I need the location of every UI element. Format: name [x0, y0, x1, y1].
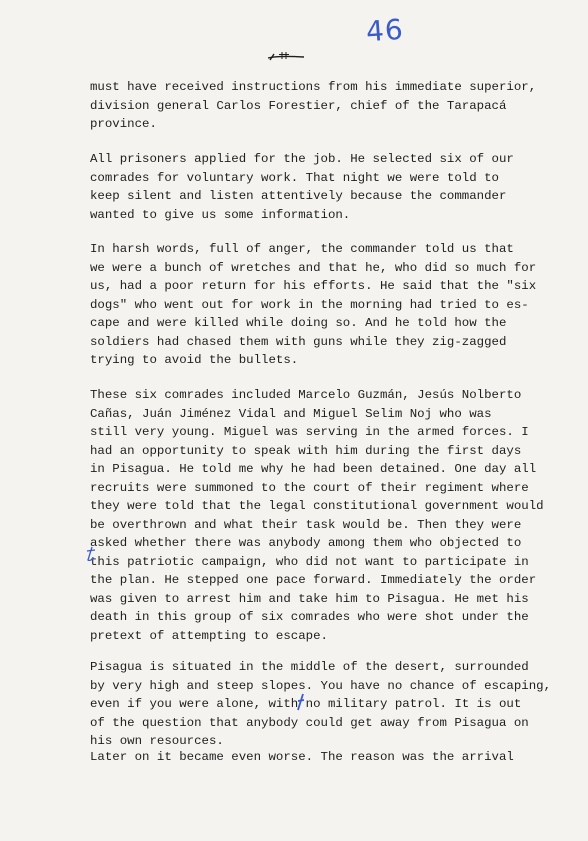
text-line: Cañas, Juán Jiménez Vidal and Miguel Selim Noj who was	[90, 406, 492, 421]
text-line: soldiers had chased them with guns while they zig-zagged	[90, 334, 507, 349]
pen-correction-icon	[86, 546, 96, 562]
text-line: by very high and steep slopes. You have no chance of escaping,	[90, 678, 552, 693]
text-line: of the question that anybody could get away from Pisagua on	[90, 715, 529, 730]
paragraph-1	[90, 78, 550, 134]
text-line: wanted to give us some information.	[90, 207, 351, 222]
text-line: comrades for voluntary work. That night we were told to	[90, 170, 499, 185]
text-line: cape and were killed while doing so. And he told how the	[90, 316, 507, 330]
text-line: In harsh words, full of anger, the commander told us that	[90, 242, 514, 256]
page-number: 46	[364, 12, 405, 49]
text-line: must have received instructions from his immediate superior,	[90, 80, 537, 94]
text-line: pretext of attempting to escape.	[90, 628, 328, 643]
text-line: this patriotic campaign, who did not want to participate in	[90, 554, 529, 569]
text-line: division general Carlos Forestier, chief of the Tarapacá	[90, 98, 507, 113]
text-line: the plan. He stepped one pace forward. Immediately the order	[90, 573, 537, 587]
text-line: we were a bunch of wretches and that he, who did so much for	[90, 260, 537, 275]
text-line: recruits were summoned to the court of their regiment where	[90, 480, 529, 495]
paragraph-3	[90, 240, 550, 370]
text-line: province.	[90, 117, 157, 131]
text-line: still very young. Miguel was serving in the armed forces. I	[90, 425, 529, 439]
paragraph-5	[90, 658, 550, 751]
text-line: in Pisagua. He told me why he had been detained. One day all	[90, 462, 537, 476]
text-line: Later on it became even worse. The reason was the arrival	[90, 750, 514, 764]
text-line: keep silent and listen attentively because the commander	[90, 189, 507, 203]
pen-strike-icon	[296, 693, 306, 711]
paragraph-4	[90, 386, 550, 645]
text-line: us, had a poor return for his efforts. He said that the "six	[90, 279, 537, 293]
text-line: asked whether there was anybody among them who objected to	[90, 536, 522, 550]
paragraph-6	[90, 748, 550, 767]
text-line: Pisagua is situated in the middle of the desert, surrounded	[90, 660, 529, 674]
text-line: be overthrown and what their task would be. Then they were	[90, 517, 522, 532]
text-line: death in this group of six comrades who were shot under the	[90, 610, 529, 624]
text-line: his own resources.	[90, 734, 224, 748]
text-line: These six comrades included Marcelo Guzmán, Jesús Nolberto	[90, 388, 522, 402]
handwritten-mark-icon	[266, 48, 306, 62]
text-line: dogs" who went out for work in the morning had tried to es-	[90, 297, 529, 312]
paragraph-2	[90, 150, 550, 224]
text-line: they were told that the legal constitutional government would	[90, 499, 544, 513]
text-line: had an opportunity to speak with him during the first days	[90, 443, 522, 458]
text-line: All prisoners applied for the job. He selected six of our	[90, 152, 514, 166]
text-line: was given to arrest him and take him to Pisagua. He met his	[90, 591, 529, 606]
text-line: trying to avoid the bullets.	[90, 353, 299, 367]
text-line: even if you were alone, with no military patrol. It is out	[90, 697, 522, 711]
